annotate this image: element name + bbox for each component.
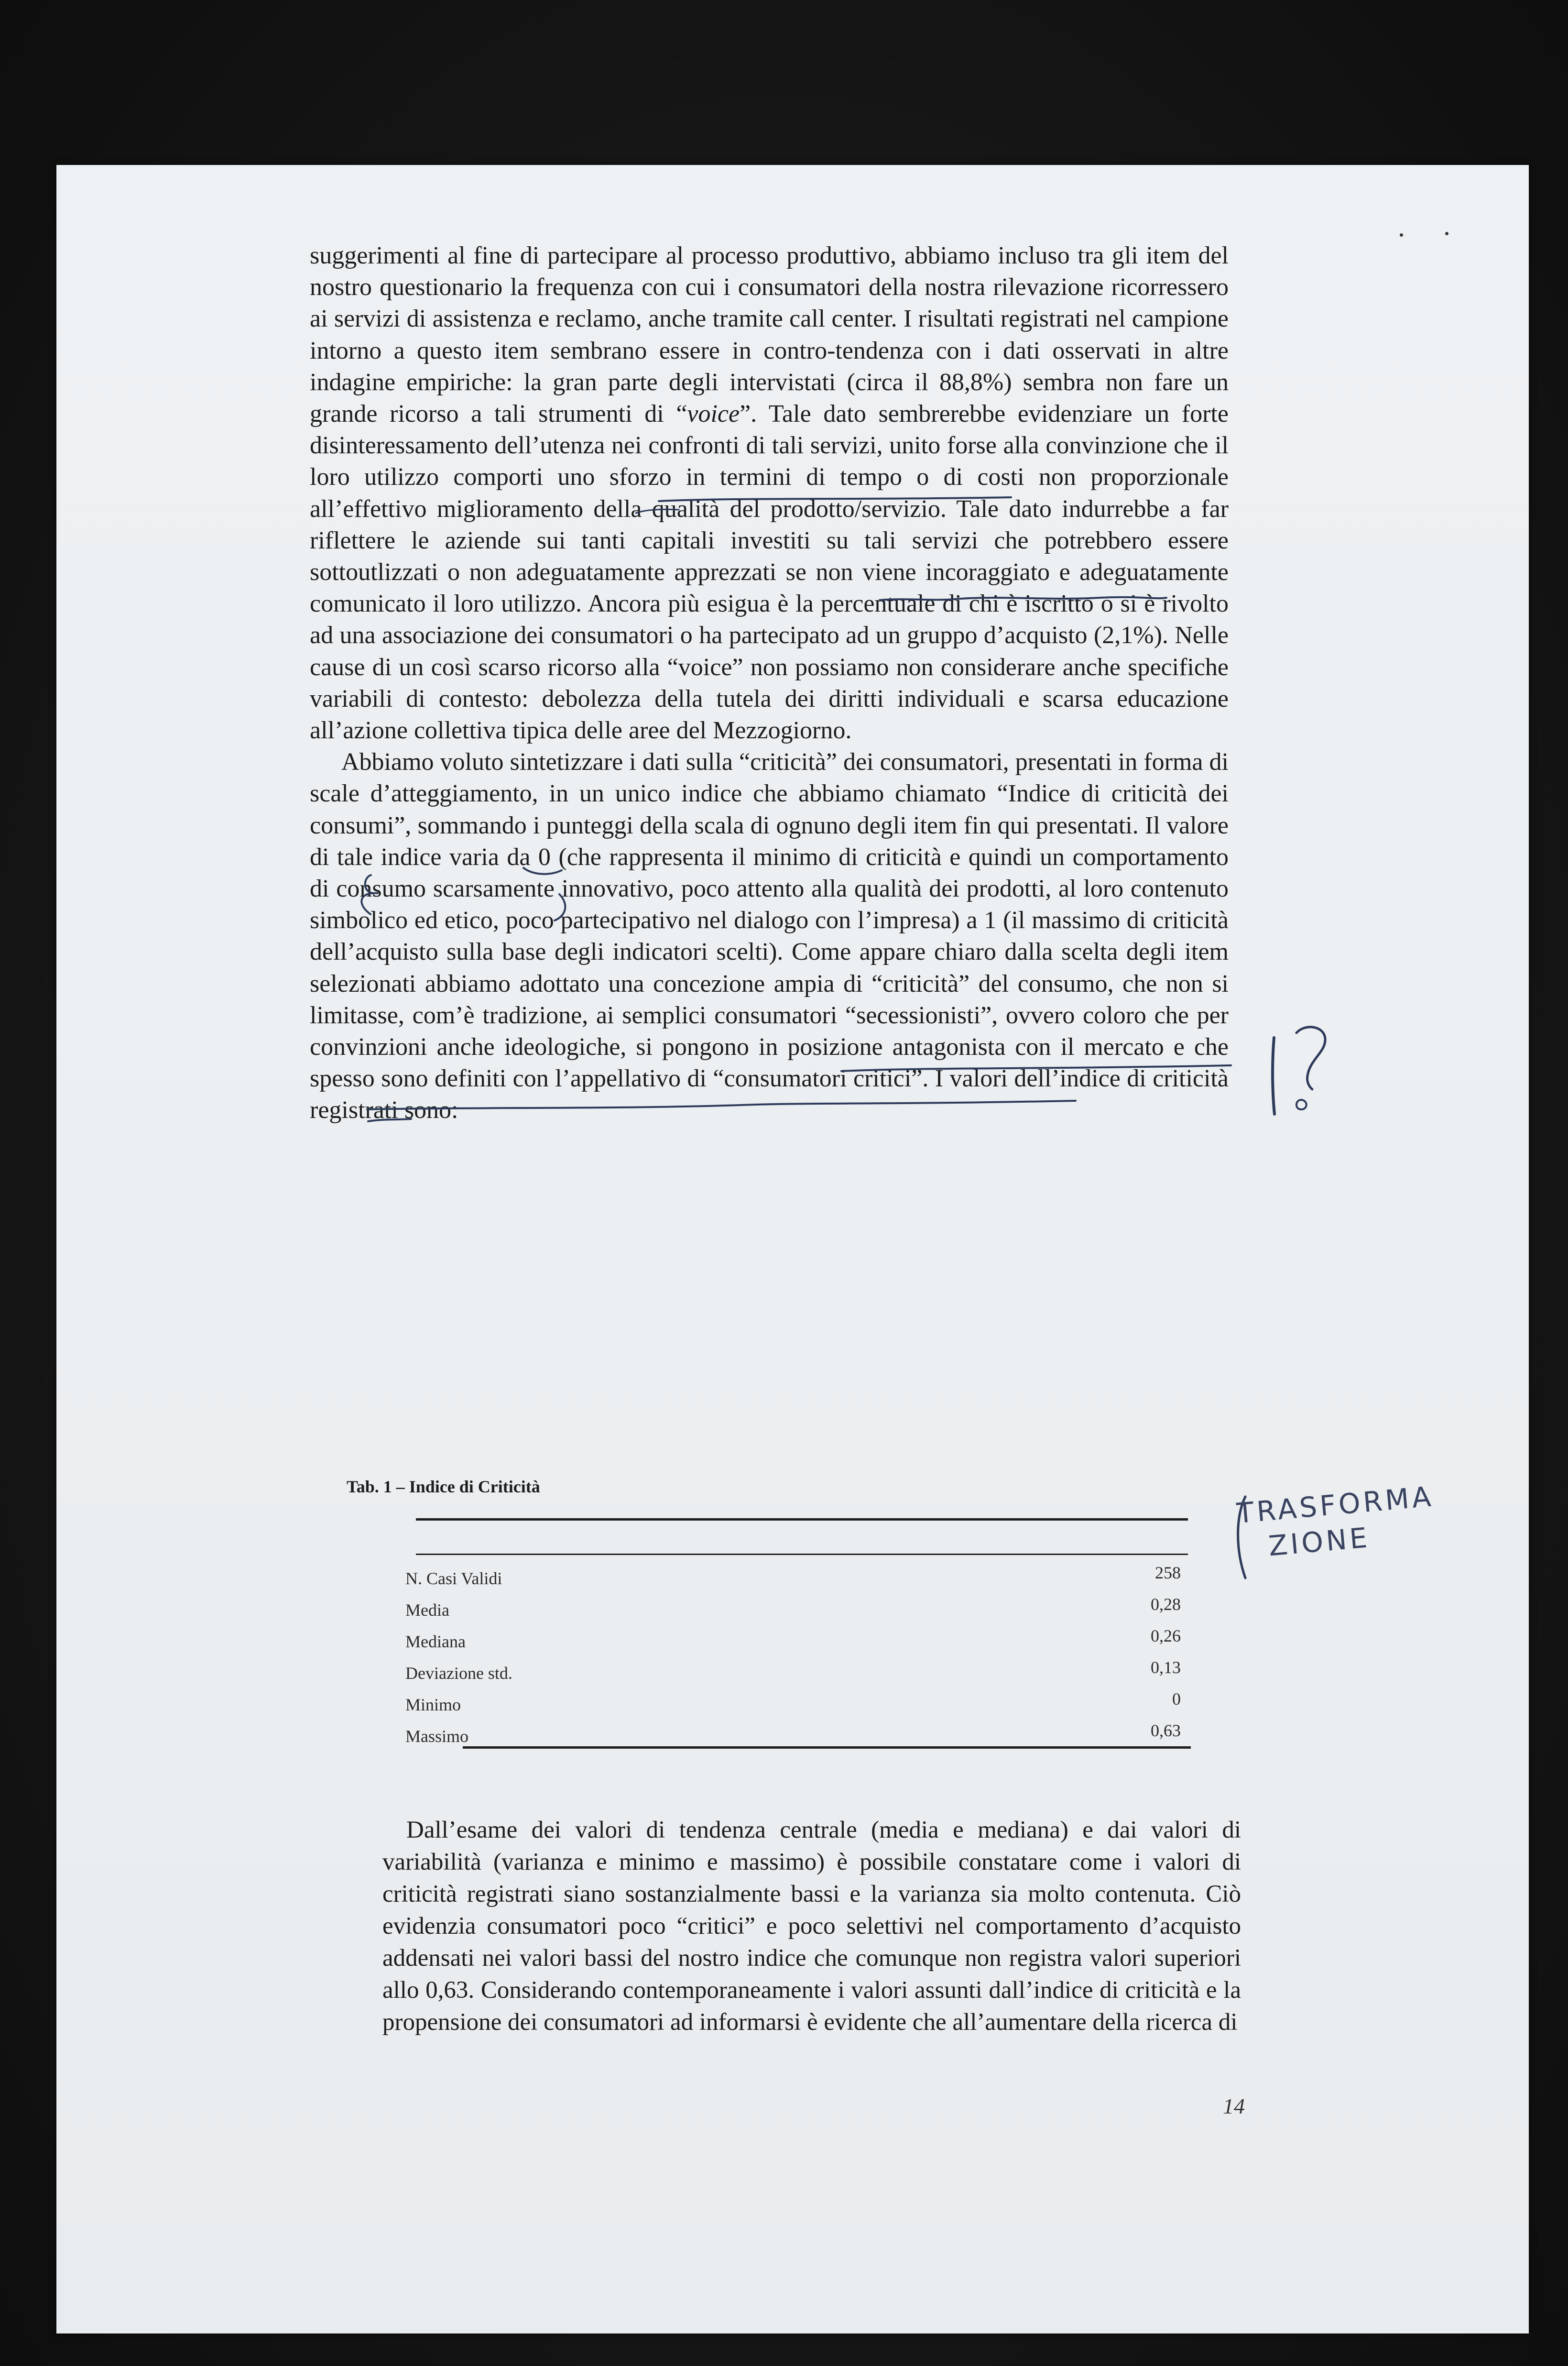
margin-note-line-2: ZIONE <box>1267 1521 1372 1563</box>
row-value: 0,13 <box>1151 1658 1181 1677</box>
speck <box>1400 233 1403 237</box>
table-top-rule <box>416 1518 1188 1521</box>
paragraph-3: Dall’esame dei valori di tendenza centrale (media e mediana) e dai valori di variabilità (varianza e minimo e massimo) è possibile constatare come i valori di criticità registrati siano sostanzialmente bassi e la varianza sia molto contenuta. Ciò evidenzia consumatori poco “critici” e poco selettivi nel comportamento d’acquisto addensati nei valori bassi del nostro indice che comunque non registra valori superiori allo 0,63. Considerando contemporaneamente i valori assunti dall’indice di criticità e la propensione dei consumatori ad informarsi è evidente che all’aumentare della ricerca di <box>382 1817 1241 2036</box>
row-label: Media <box>405 1600 449 1620</box>
table-header-rule <box>416 1554 1188 1555</box>
table-row <box>405 1689 1181 1720</box>
row-value: 258 <box>1155 1563 1181 1582</box>
table-row <box>405 1563 1181 1594</box>
table-row <box>405 1626 1181 1657</box>
row-label: Deviazione std. <box>405 1664 512 1683</box>
row-label: Mediana <box>405 1632 466 1651</box>
page-number: 14 <box>1223 2094 1245 2118</box>
table-row <box>405 1657 1181 1689</box>
row-value: 0,63 <box>1151 1721 1181 1740</box>
main-text-block <box>310 240 1229 1127</box>
voice-italic: voice <box>687 400 740 428</box>
speck <box>1445 232 1448 235</box>
table-bottom-rule <box>463 1746 1191 1749</box>
row-label: Minimo <box>405 1695 461 1714</box>
row-label: Massimo <box>405 1727 469 1746</box>
paragraph-2: Abbiamo voluto sintetizzare i dati sulla “criticità” dei consumatori, presentati in forma di scale d’atteggiamento, in un unico indice che abbiamo chiamato “Indice di criticità dei consumi”, sommando i punteggi della scala di ognuno degli item fin qui presentati. Il valore di tale indice varia da 0 (che rappresenta il minimo di criticità e quindi un comportamento di consumo scarsamente innovativo, poco attento alla qualità dei prodotti, al loro contenuto simbolico ed etico, poco partecipativo nel dialogo con l’impresa) a 1 (il massimo di criticità dell’acquisto sulla base degli indicatori scelti). Come appare chiaro dalla scelta degli item selezionati abbiamo adottato una concezione ampia di “criticità” del consumo, che non si limitasse, com’è tradizione, ai semplici consumatori “secessionisti”, ovvero coloro che per convinzioni anche ideologiche, si pongono in posizione antagonista con il mercato e che spesso sono definiti con l’appellativo di “consumatori critici”. I valori dell’indice di criticità registrati sono: <box>310 748 1229 1124</box>
row-label: N. Casi Validi <box>405 1569 502 1588</box>
paragraph-1: suggerimenti al fine di partecipare al processo produttivo, abbiamo incluso tra gli item del nostro questionario la frequenza con cui i consumatori della nostra rilevazione ricorressero ai servizi di assistenza e reclamo, anche tramite call center. I risultati registrati nel campione intorno a questo item sembrano essere in contro-tendenza con i dati osservati in altre indagine empiriche: la gran parte degli intervistati (circa il 88,8%) sembra non fare un grande ricorso a tali strumenti di “voice”. Tale dato sembrerebbe evidenziare un forte disinteressamento dell’utenza nei confronti di tali servizi, unito forse alla convinzione che il loro utilizzo comporti uno sforzo in termini di tempo o di costi non proporzionale all’effettivo miglioramento della qualità del prodotto/servizio. Tale dato indurrebbe a far riflettere le aziende sui tanti capitali investiti su tali servizi che potrebbero essere sottoutlizzati o non adeguatamente apprezzati se non viene incoraggiato e adeguatamente comunicato il loro utilizzo. Ancora più esigua è la percentuale di chi è iscritto o si è rivolto ad una associazione dei consumatori o ha partecipato ad un gruppo d’acquisto (2,1%). Nelle cause di un così scarso ricorso alla “voice” non possiamo non considerare anche specifiche variabili di contesto: debolezza della tutela dei diritti individuali e scarsa educazione all’azione collettiva tipica delle aree del Mezzogiorno. <box>310 242 1229 745</box>
table-title: Tab. 1 – Indice di Criticità <box>347 1477 540 1496</box>
criticality-index-table <box>405 1563 1181 1752</box>
row-value: 0 <box>1172 1689 1181 1709</box>
table-row <box>405 1594 1181 1626</box>
row-value: 0,26 <box>1151 1626 1181 1645</box>
margin-note-line-1: TRASFORMA <box>1235 1480 1435 1530</box>
row-value: 0,28 <box>1151 1595 1181 1614</box>
